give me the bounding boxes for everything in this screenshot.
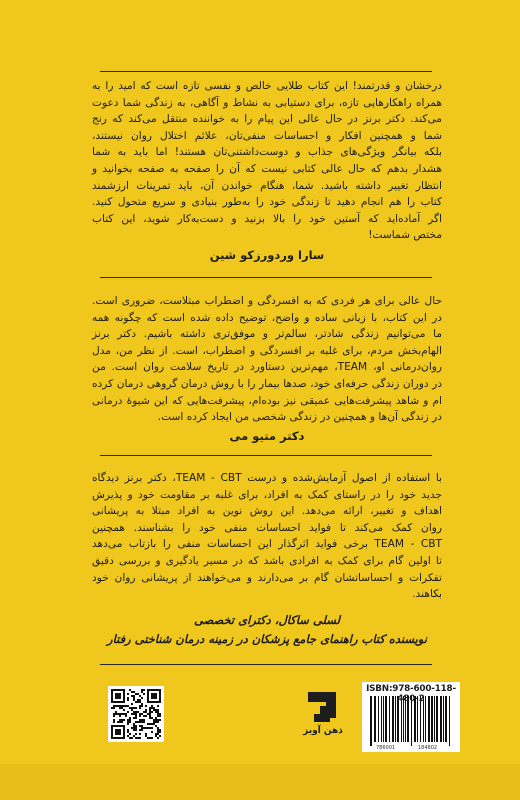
text-line: اگر آماده‌اید که آستین خود را بالا بزنید و دست‌به‌کار شوید، این کتاب: [92, 212, 442, 225]
text-line: تفکرات و احساساتشان گام بر می‌دارند و می‌خواهند از پریشانی روان خود: [92, 571, 442, 584]
text-line: هشدار بدهم که حال عالی کتابی نیست که آن را صفحه به صفحه بخوانید و: [92, 162, 442, 175]
text-line: در این کتاب، با زبانی ساده و واضح، توضیح داده شده است که چگونه همه: [92, 311, 442, 324]
endorsement-3-signature-name: لسلی ساکال، دکترای تخصصی: [193, 613, 341, 627]
text-line: اهداف و تغییر، ارائه می‌دهد. این روش نوین به افراد مبتلا به پریشانی: [92, 505, 442, 518]
text-line: در دوران زندگی حرفه‌ای خود، صدها بیمار را با روش درمان گروهی درمان کرده: [92, 377, 442, 390]
qr-code: [108, 686, 164, 742]
endorsement-3: [92, 470, 442, 603]
endorsement-2: [92, 293, 442, 426]
divider-3: [100, 664, 432, 665]
text-line: تا اولین گام برای کمک به افرادی باشد که در مسیر یادگیری و بررسی دقیق: [92, 554, 442, 567]
isbn-label: ISBN:978-600-118-480-2: [366, 684, 456, 704]
divider-2: [100, 455, 432, 456]
text-line: کتاب را هم انجام دهید تا زندگی خود را به‌طور بنیادی و سریع متحول کنید.: [92, 196, 442, 209]
text-line: بلکه بیانگر ویژگی‌های جذاب و دوست‌داشتنی‌تان هستند! اما باید به شما: [92, 146, 442, 159]
text-line: شما و همچنین افکار و احساسات منفی‌تان، علائم اختلال روان نیستند،: [92, 129, 442, 142]
endorsement-3-signature-title: نویسنده کتاب راهنمای جامع پزشکان در زمینه درمان شناختی رفتار: [107, 632, 427, 646]
text-line: حال عالی برای هر فردی که به افسردگی و اضطراب مبتلاست، ضروری است.: [92, 295, 442, 307]
text-line: با استفاده از اصول آزمایش‌شده و درست TEAM - CBT، دکتر برنز دیدگاه: [92, 472, 443, 484]
endorsement-1-signature: سارا وردورزکو شین: [209, 248, 325, 262]
divider-1: [100, 277, 432, 278]
text-line: ما می‌توانیم زندگی شادتر، سالم‌تر و موفق‌تری داشته باشیم. دکتر برنز: [92, 328, 442, 341]
text-line: الهام‌بخش مردم، برای غلبه بر افسردگی و اضطراب، است. از نظر من، مدل: [92, 344, 442, 357]
text-line: ام و شاهد پیشرفت‌هایی عمیقی نیز بوده‌ام، پیشرفت‌هایی که این شیوهٔ درمانی: [92, 394, 442, 407]
text-line: درخشان و قدرتمند! این کتاب طلایی خالص و نفسی تازه است که امید را به: [92, 80, 442, 92]
text-line: مختص شماست!: [368, 229, 442, 242]
text-line: TEAM - CBT برخی فواید اثرگذار این احساسات منفی را بازتاب می‌دهد: [92, 538, 442, 551]
cover-bottom-edge: [0, 764, 520, 800]
text-line: همراه راهکارهایی تازه، برای دستیابی به نشاط و آگاهی، به زندگی شما دعوت: [92, 96, 442, 109]
text-line: روان کمک می‌کند تا فواید احساسات منفی خود را بشناسند. همچنین: [92, 521, 442, 534]
top-divider: [100, 71, 432, 72]
publisher-name: ذهن آویز: [303, 726, 343, 736]
endorsement-1: [92, 78, 442, 244]
barcode-number-right: 184802: [418, 745, 438, 751]
text-line: روان‌درمانی او، TEAM، مهم‌ترین دستاورد در تاریخ سلامت روان است. من: [92, 361, 442, 374]
text-line: می‌کند. دکتر برنز در حال عالی این پیام را به خواننده منتقل می‌کند که رنج: [92, 113, 442, 126]
endorsement-2-signature: دکتر متیو می: [229, 429, 305, 443]
text-line: جدید خود را در راستای کمک به افراد، برای غلبه بر مقاومت خود و پذیرش: [92, 488, 442, 501]
text-line: بکاهند.: [412, 588, 442, 601]
barcode-number-left: 786001: [376, 745, 396, 751]
text-line: انتظار تغییر داشته باشید. شما، هنگام خواندن آن، باید تمرینات ارزشمند: [92, 179, 442, 192]
text-line: در زندگی آن‌ها و همچنین در زندگی شخصی من ایجاد کرده است.: [157, 411, 442, 424]
